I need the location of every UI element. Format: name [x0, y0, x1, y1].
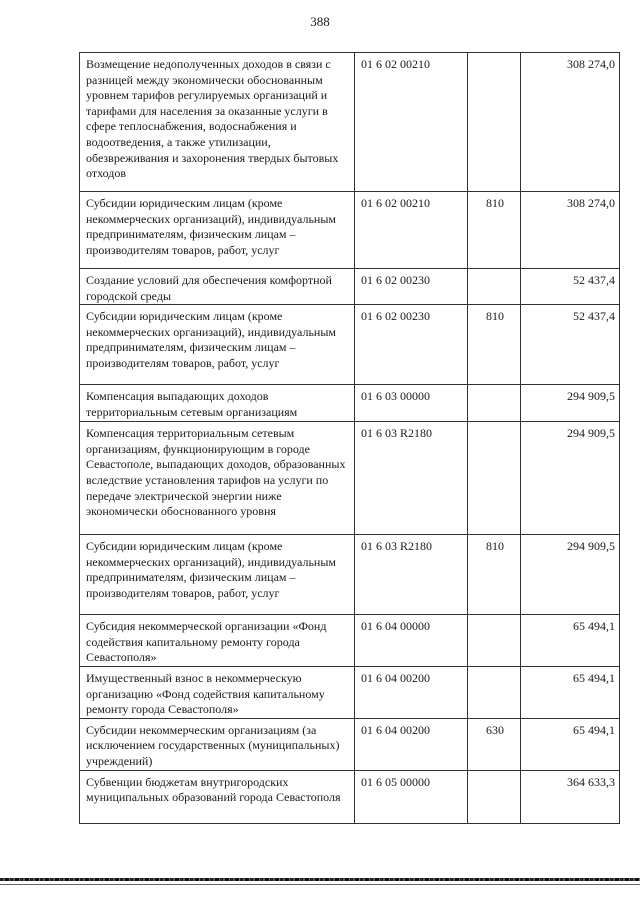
table-row — [80, 53, 620, 192]
expense-name-cell: Субсидии юридическим лицам (кроме некоммерческих организаций), индивидуальным предпринимателям, физическим лицам – производителям товаров, работ, услуг — [80, 535, 355, 615]
amount-cell: 308 274,0 — [521, 192, 620, 269]
target-code-cell: 01 6 05 00000 — [355, 770, 468, 823]
expense-type-cell — [468, 269, 521, 305]
scan-edge-band — [0, 878, 640, 881]
expense-name-cell: Имущественный взнос в некоммерческую организацию «Фонд содействия капитальному ремонту города Севастополя» — [80, 666, 355, 718]
expense-name-cell: Субсидия некоммерческой организации «Фонд содействия капитальному ремонту города Севастополя» — [80, 615, 355, 667]
amount-cell: 65 494,1 — [521, 718, 620, 770]
table-row — [80, 666, 620, 718]
expense-type-cell: 810 — [468, 192, 521, 269]
expense-type-cell: 810 — [468, 305, 521, 385]
target-code-cell: 01 6 04 00200 — [355, 666, 468, 718]
amount-cell: 294 909,5 — [521, 535, 620, 615]
amount-cell: 52 437,4 — [521, 269, 620, 305]
table-row — [80, 718, 620, 770]
expense-name-cell: Создание условий для обеспечения комфортной городской среды — [80, 269, 355, 305]
budget-table — [79, 52, 620, 824]
expense-type-cell — [468, 615, 521, 667]
expense-name-cell: Компенсация территориальным сетевым организациям, функционирующим в городе Севастополе, выпадающих доходов, образованных вследствие установления тарифов на услуги по передаче электрической энергии ниже экономически обоснованного уровня — [80, 422, 355, 535]
page-number: 388 — [310, 14, 330, 29]
table-row — [80, 385, 620, 422]
table-row — [80, 305, 620, 385]
amount-cell: 65 494,1 — [521, 615, 620, 667]
amount-cell: 65 494,1 — [521, 666, 620, 718]
expense-name-cell: Субсидии юридическим лицам (кроме некоммерческих организаций), индивидуальным предпринимателям, физическим лицам – производителям товаров, работ, услуг — [80, 305, 355, 385]
amount-cell: 294 909,5 — [521, 422, 620, 535]
amount-cell: 52 437,4 — [521, 305, 620, 385]
expense-name-cell: Субвенции бюджетам внутригородских муниципальных образований города Севастополя — [80, 770, 355, 823]
expense-name-cell: Субсидии некоммерческим организациям (за исключением государственных (муниципальных) учреждений) — [80, 718, 355, 770]
table-row — [80, 422, 620, 535]
target-code-cell: 01 6 02 00230 — [355, 269, 468, 305]
amount-cell: 364 633,3 — [521, 770, 620, 823]
target-code-cell: 01 6 02 00210 — [355, 53, 468, 192]
expense-name-cell: Возмещение недополученных доходов в связи с разницей между экономически обоснованным уровнем тарифов регулируемых организаций и тарифами для населения за оказанные услуги в сфере теплоснабжения, водоснабжения и водоотведения, а также утилизации, обезвреживания и захоронения твердых бытовых отходов — [80, 53, 355, 192]
target-code-cell: 01 6 03 R2180 — [355, 422, 468, 535]
expense-type-cell — [468, 422, 521, 535]
table-row — [80, 770, 620, 823]
target-code-cell: 01 6 02 00230 — [355, 305, 468, 385]
expense-type-cell: 810 — [468, 535, 521, 615]
target-code-cell: 01 6 02 00210 — [355, 192, 468, 269]
expense-type-cell — [468, 770, 521, 823]
expense-type-cell: 630 — [468, 718, 521, 770]
expense-type-cell — [468, 666, 521, 718]
table-row — [80, 269, 620, 305]
table-row — [80, 192, 620, 269]
scan-edge-line — [0, 884, 640, 885]
expense-type-cell — [468, 385, 521, 422]
target-code-cell: 01 6 03 00000 — [355, 385, 468, 422]
target-code-cell: 01 6 04 00000 — [355, 615, 468, 667]
table-row — [80, 535, 620, 615]
expense-name-cell: Субсидии юридическим лицам (кроме некоммерческих организаций), индивидуальным предпринимателям, физическим лицам – производителям товаров, работ, услуг — [80, 192, 355, 269]
expense-name-cell: Компенсация выпадающих доходов территориальным сетевым организациям — [80, 385, 355, 422]
amount-cell: 294 909,5 — [521, 385, 620, 422]
target-code-cell: 01 6 04 00200 — [355, 718, 468, 770]
amount-cell: 308 274,0 — [521, 53, 620, 192]
expense-type-cell — [468, 53, 521, 192]
target-code-cell: 01 6 03 R2180 — [355, 535, 468, 615]
table-row — [80, 615, 620, 667]
